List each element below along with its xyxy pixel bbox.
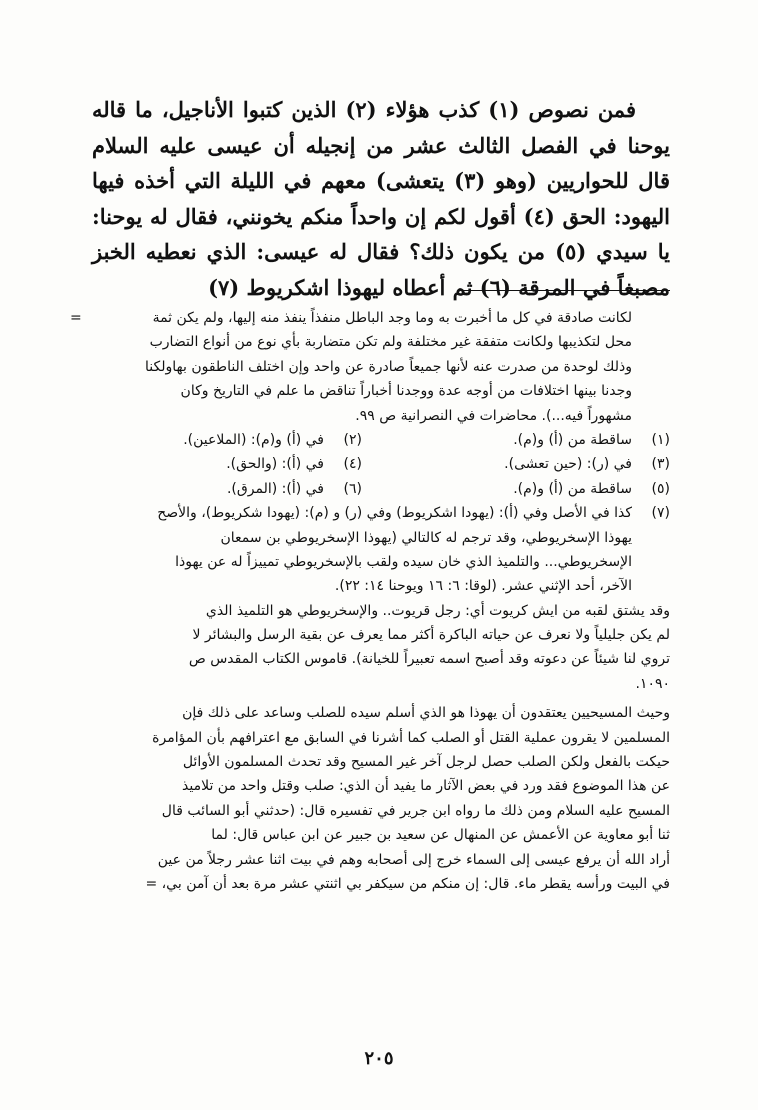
footnote-line: محل لتكذيبها ولكانت متفقة غير مختلفة ولم تكن متضاربة بأي نوع من أنواع التضارب — [149, 334, 632, 351]
footnotes — [70, 306, 670, 896]
footnote-text: في (ر): (حين تعشى). — [504, 456, 632, 473]
footnote-number: (٥) — [651, 480, 670, 497]
footnote-line: وحيث المسيحيين يعتقدون أن يهوذا هو الذي أسلم سيده للصلب وساعد على ذلك فإن — [182, 705, 670, 722]
footnote-line: وذلك لوحدة من صدرت عنه لأنها جميعاً صادرة عن واحد وإن اختلف الناطقون بهاولكنا — [145, 358, 632, 375]
footnote-line: حيكت بالفعل ولكن الصلب حصل لرجل آخر غير المسيح وقد تحدث المسلمون الأوائل — [182, 754, 670, 771]
footnote-line: مشهوراً فيه...). محاضرات في النصرانية ص ٩٩. — [355, 407, 632, 424]
footnote-7-body — [92, 526, 670, 599]
footnote-number: (٣) — [651, 456, 670, 473]
main-paragraph: فمن نصوص (١) كذب هؤلاء (٢) الذين كتبوا الأناجيل، ما قاله يوحنا في الفصل الثالث عشر من إنجيله أن عيسى عليه السلام قال للحواريين (وهو (٣) يتعشى) معهم في الليلة التي أخذه فيها اليهود: الحق (٤) أقول لكم إن واحداً منكم يخونني، فقال له يوحنا: يا سيدي (٥) من يكون ذلك؟ فقال له عيسى: الذي نعطيه الخبز مصبغاً في المرقة (٦) ثم أعطاه ليهوذا اشكريوط (٧) — [92, 97, 671, 300]
footnote-continued — [92, 306, 670, 428]
footnote-line: في البيت ورأسه يقطر ماء. قال: إن منكم من سيكفر بي اثنتي عشر مرة بعد أن آمن بي، = — [145, 875, 670, 892]
footnote-line: يهوذا الإسخريوطي، وقد ترجم له كالتالي (يهوذا الإسخريوطي بن سمعان — [220, 529, 632, 546]
footnote-line: المسلمين لا يقرون عملية القتل أو الصلب كما أشرنا في السابق مع اعترافهم بأن المؤامرة — [152, 729, 670, 746]
footnote-pair-row — [92, 477, 670, 501]
footnote-number: (٧) — [651, 505, 670, 522]
footnote-line: وقد يشتق لقبه من ايش كريوت أي: رجل قريوت.. والإسخريوطي هو التلميذ الذي — [205, 602, 670, 619]
footnote-separator — [458, 290, 670, 291]
footnote-text: في (أ) و(م): (الملاعين). — [183, 431, 324, 448]
footnote-line: تروي لنا شيئاً عن دعوته وقد أصبح اسمه تعبيراً للخيانة). قاموس الكتاب المقدس ص — [188, 651, 670, 668]
footnote-line: الإسخريوطي... والتلميذ الذي خان سيده ولقب بالإسخريوطي تمييزاً له عن يهوذا — [175, 553, 632, 570]
footnote-line: المسيح عليه السلام ومن ذلك ما رواه ابن جرير في تفسيره قال: (حدثني أبو السائب قال — [161, 802, 670, 819]
footnote-text: في (أ): (المرق). — [226, 480, 324, 497]
footnote-line: ثنا أبو معاوية عن الأعمش عن المنهال عن سعيد بن جبير عن ابن عباس قال: لما — [211, 827, 670, 844]
page-number: ٢٠٥ — [364, 1048, 394, 1069]
footnote-7-first-line — [92, 501, 670, 525]
footnote-line: ١٠٩٠. — [635, 675, 670, 692]
footnote-pair-row — [92, 428, 670, 452]
footnote-line: كذا في الأصل وفي (أ): (يهودا اشكريوط) وفي (ر) و (م): (يهودا شكريوط)، والأصح — [157, 505, 632, 522]
main-text-block — [92, 92, 670, 306]
footnote-line: لكانت صادقة في كل ما أخبرت به وما وجد الباطل منفذاً ينفذ منه إليها، ولم يكن ثمة — [152, 310, 632, 326]
footnote-line: عن هذا الموضوع فقد ورد في بعض الآثار ما يفيد أن الذي: صلب وقتل واحد من تلاميذ — [182, 778, 670, 795]
footnote-line: وجدنا بينها اختلافات من أوجه عدة ووجدنا أخباراً تناقض ما علم في التاريخ وكان — [180, 383, 632, 400]
footnote-line: أراد الله أن يرفع عيسى إلى السماء خرج إلى أصحابه وهم في بيت اثنا عشر رجلاً من عين — [157, 851, 670, 868]
footnote-text: ساقطة من (أ) و(م). — [513, 480, 632, 497]
footnote-pair-row — [92, 452, 670, 476]
continuation-mark: = — [70, 310, 82, 326]
footnote-number: (٤) — [343, 456, 362, 473]
footnote-7-more — [92, 701, 670, 896]
footnote-number: (٢) — [343, 431, 362, 448]
footnote-number: (٦) — [343, 480, 362, 497]
footnote-text: ساقطة من (أ) و(م). — [513, 431, 632, 448]
footnote-line: لم يكن جليلياً ولا نعرف عن حياته الباكرة أكثر مما يعرف عن بقية الرسل والبشائر لا — [192, 627, 670, 644]
footnote-7-extra — [92, 599, 670, 697]
footnote-line: الآخر، أحد الإثني عشر. (لوقا: ٦: ١٦ ويوحنا ١٤: ٢٢). — [334, 578, 632, 595]
footnote-number: (١) — [651, 431, 670, 448]
footnote-text: في (أ): (والحق). — [226, 456, 324, 473]
